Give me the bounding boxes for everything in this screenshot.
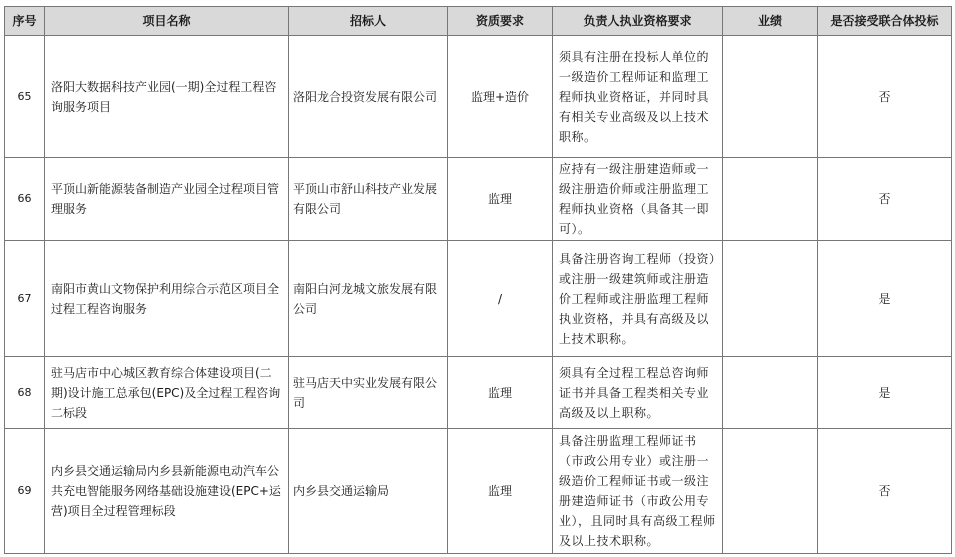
cell-consortium: 否 [818, 36, 952, 158]
tender-table [4, 6, 952, 554]
cell-person-requirement: 应持有一级注册建造师或一级注册造价师或注册监理工程师执业资格（具备其一即可）。 [553, 158, 723, 241]
cell-project-name: 洛阳大数据科技产业园(一期)全过程工程咨询服务项目 [45, 36, 289, 158]
cell-qualification: 监理 [448, 429, 553, 554]
cell-performance [723, 357, 818, 429]
cell-project-name: 平顶山新能源装备制造产业园全过程项目管理服务 [45, 158, 289, 241]
table-row [5, 158, 952, 241]
cell-person-requirement: 具备注册咨询工程师（投资）或注册一级建筑师或注册造价工程师或注册监理工程师执业资格，并具有高级及以上技术职称。 [553, 241, 723, 357]
cell-performance [723, 36, 818, 158]
cell-consortium: 是 [818, 357, 952, 429]
header-consortium: 是否接受联合体投标 [818, 7, 952, 36]
table-row [5, 429, 952, 554]
cell-tenderer: 内乡县交通运输局 [289, 429, 448, 554]
header-performance: 业绩 [723, 7, 818, 36]
cell-project-name: 驻马店市中心城区教育综合体建设项目(二期)设计施工总承包(EPC)及全过程工程咨询二标段 [45, 357, 289, 429]
cell-person-requirement: 须具有全过程工程总咨询师证书并具备工程类相关专业高级及以上职称。 [553, 357, 723, 429]
cell-qualification: 监理+造价 [448, 36, 553, 158]
header-seq: 序号 [5, 7, 45, 36]
cell-performance [723, 429, 818, 554]
cell-performance [723, 241, 818, 357]
cell-project-name: 内乡县交通运输局内乡县新能源电动汽车公共充电智能服务网络基础设施建设(EPC+运营)项目全过程管理标段 [45, 429, 289, 554]
cell-tenderer: 洛阳龙合投资发展有限公司 [289, 36, 448, 158]
cell-seq: 69 [5, 429, 45, 554]
cell-qualification: 监理 [448, 158, 553, 241]
cell-qualification: 监理 [448, 357, 553, 429]
cell-project-name: 南阳市黄山文物保护利用综合示范区项目全过程工程咨询服务 [45, 241, 289, 357]
cell-consortium: 否 [818, 158, 952, 241]
cell-seq: 65 [5, 36, 45, 158]
cell-person-requirement: 具备注册监理工程师证书（市政公用专业）或注册一级造价工程师证书或一级注册建造师证书（市政公用专业），且同时具有高级工程师及以上技术职称。 [553, 429, 723, 554]
cell-qualification: / [448, 241, 553, 357]
cell-consortium: 否 [818, 429, 952, 554]
cell-tenderer: 平顶山市舒山科技产业发展有限公司 [289, 158, 448, 241]
table-row [5, 36, 952, 158]
header-qualification: 资质要求 [448, 7, 553, 36]
header-person-requirement: 负责人执业资格要求 [553, 7, 723, 36]
header-row [5, 7, 952, 36]
cell-seq: 68 [5, 357, 45, 429]
cell-tenderer: 驻马店天中实业发展有限公司 [289, 357, 448, 429]
table-row [5, 241, 952, 357]
cell-performance [723, 158, 818, 241]
cell-seq: 66 [5, 158, 45, 241]
cell-tenderer: 南阳白河龙城文旅发展有限公司 [289, 241, 448, 357]
table-row [5, 357, 952, 429]
cell-seq: 67 [5, 241, 45, 357]
header-project-name: 项目名称 [45, 7, 289, 36]
cell-person-requirement: 须具有注册在投标人单位的一级造价工程师证和监理工程师执业资格证，并同时具有相关专业高级及以上技术职称。 [553, 36, 723, 158]
header-tenderer: 招标人 [289, 7, 448, 36]
cell-consortium: 是 [818, 241, 952, 357]
